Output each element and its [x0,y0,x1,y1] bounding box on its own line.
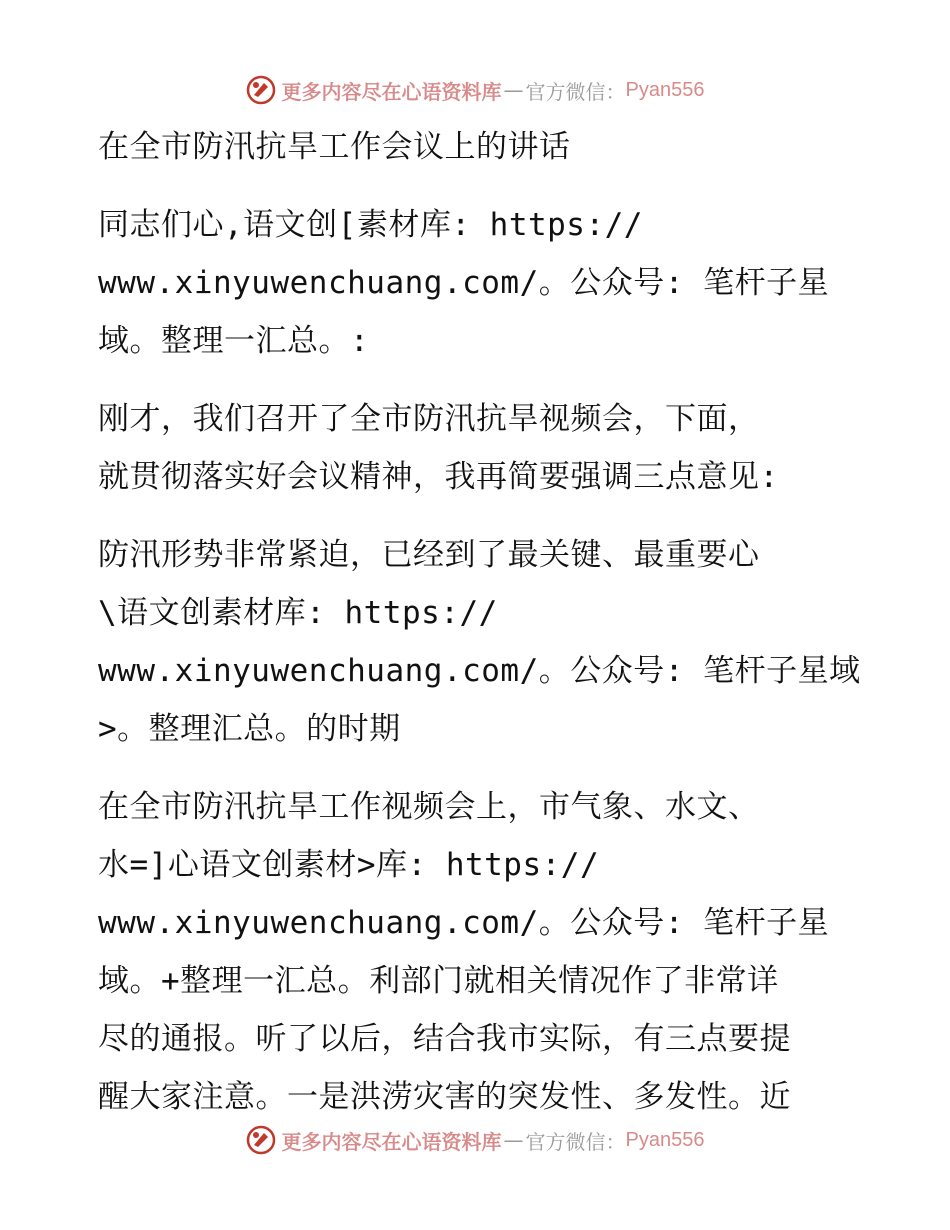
logo-icon [246,75,276,105]
text-line: 尽的通报。听了以后，结合我市实际，有三点要提 [98,1021,791,1057]
text-line: 域。整理一汇总。: [98,323,370,359]
logo-icon [246,1125,276,1155]
banner-wechat-label: 官方微信： [525,79,626,104]
paragraph-1 [98,196,858,370]
text-line: www.xinyuwenchuang.com/。公众号: 笔杆子星域 [98,653,861,689]
text-line: 水=]心语文创素材>库: https:// [98,847,600,883]
text-line: www.xinyuwenchuang.com/。公众号: 笔杆子星 [98,905,830,941]
title-line: 在全市防汛抗旱工作会议上的讲话 [98,129,571,165]
paragraph-3 [98,526,861,758]
text-line: >。整理汇总。的时期 [98,711,401,747]
paragraph-2 [98,390,858,506]
text-line: 醒大家注意。一是洪涝灾害的突发性、多发性。近 [98,1079,791,1115]
footer-watermark-banner [0,1120,950,1160]
banner-wechat-id: Pyan556 [625,1128,705,1151]
paragraph-4 [98,778,858,1126]
text-line: www.xinyuwenchuang.com/。公众号: 笔杆子星 [98,265,830,301]
text-line: 同志们心,语文创[素材库: https:// [98,207,643,243]
text-line: 域。+整理一汇总。利部门就相关情况作了非常详 [98,963,779,999]
text-line: 防汛形势非常紧迫，已经到了最关键、最重要心 [98,537,760,573]
document-title [98,118,858,176]
text-line: 刚才，我们召开了全市防汛抗旱视频会，下面， [98,401,760,437]
text-line: \语文创素材库: https:// [98,595,498,631]
document-body [98,118,861,1126]
banner-wechat-id: Pyan556 [625,78,705,101]
header-watermark-banner [0,70,950,110]
text-line: 就贯彻落实好会议精神，我再简要强调三点意见: [98,459,779,495]
banner-separator: — [503,1128,524,1152]
banner-text: 更多内容尽在心语资料库 [281,79,502,104]
banner-text: 更多内容尽在心语资料库 [281,1129,502,1154]
banner-separator: — [503,78,524,102]
banner-wechat-label: 官方微信： [525,1129,626,1154]
text-line: 在全市防汛抗旱工作视频会上，市气象、水文、 [98,789,760,825]
